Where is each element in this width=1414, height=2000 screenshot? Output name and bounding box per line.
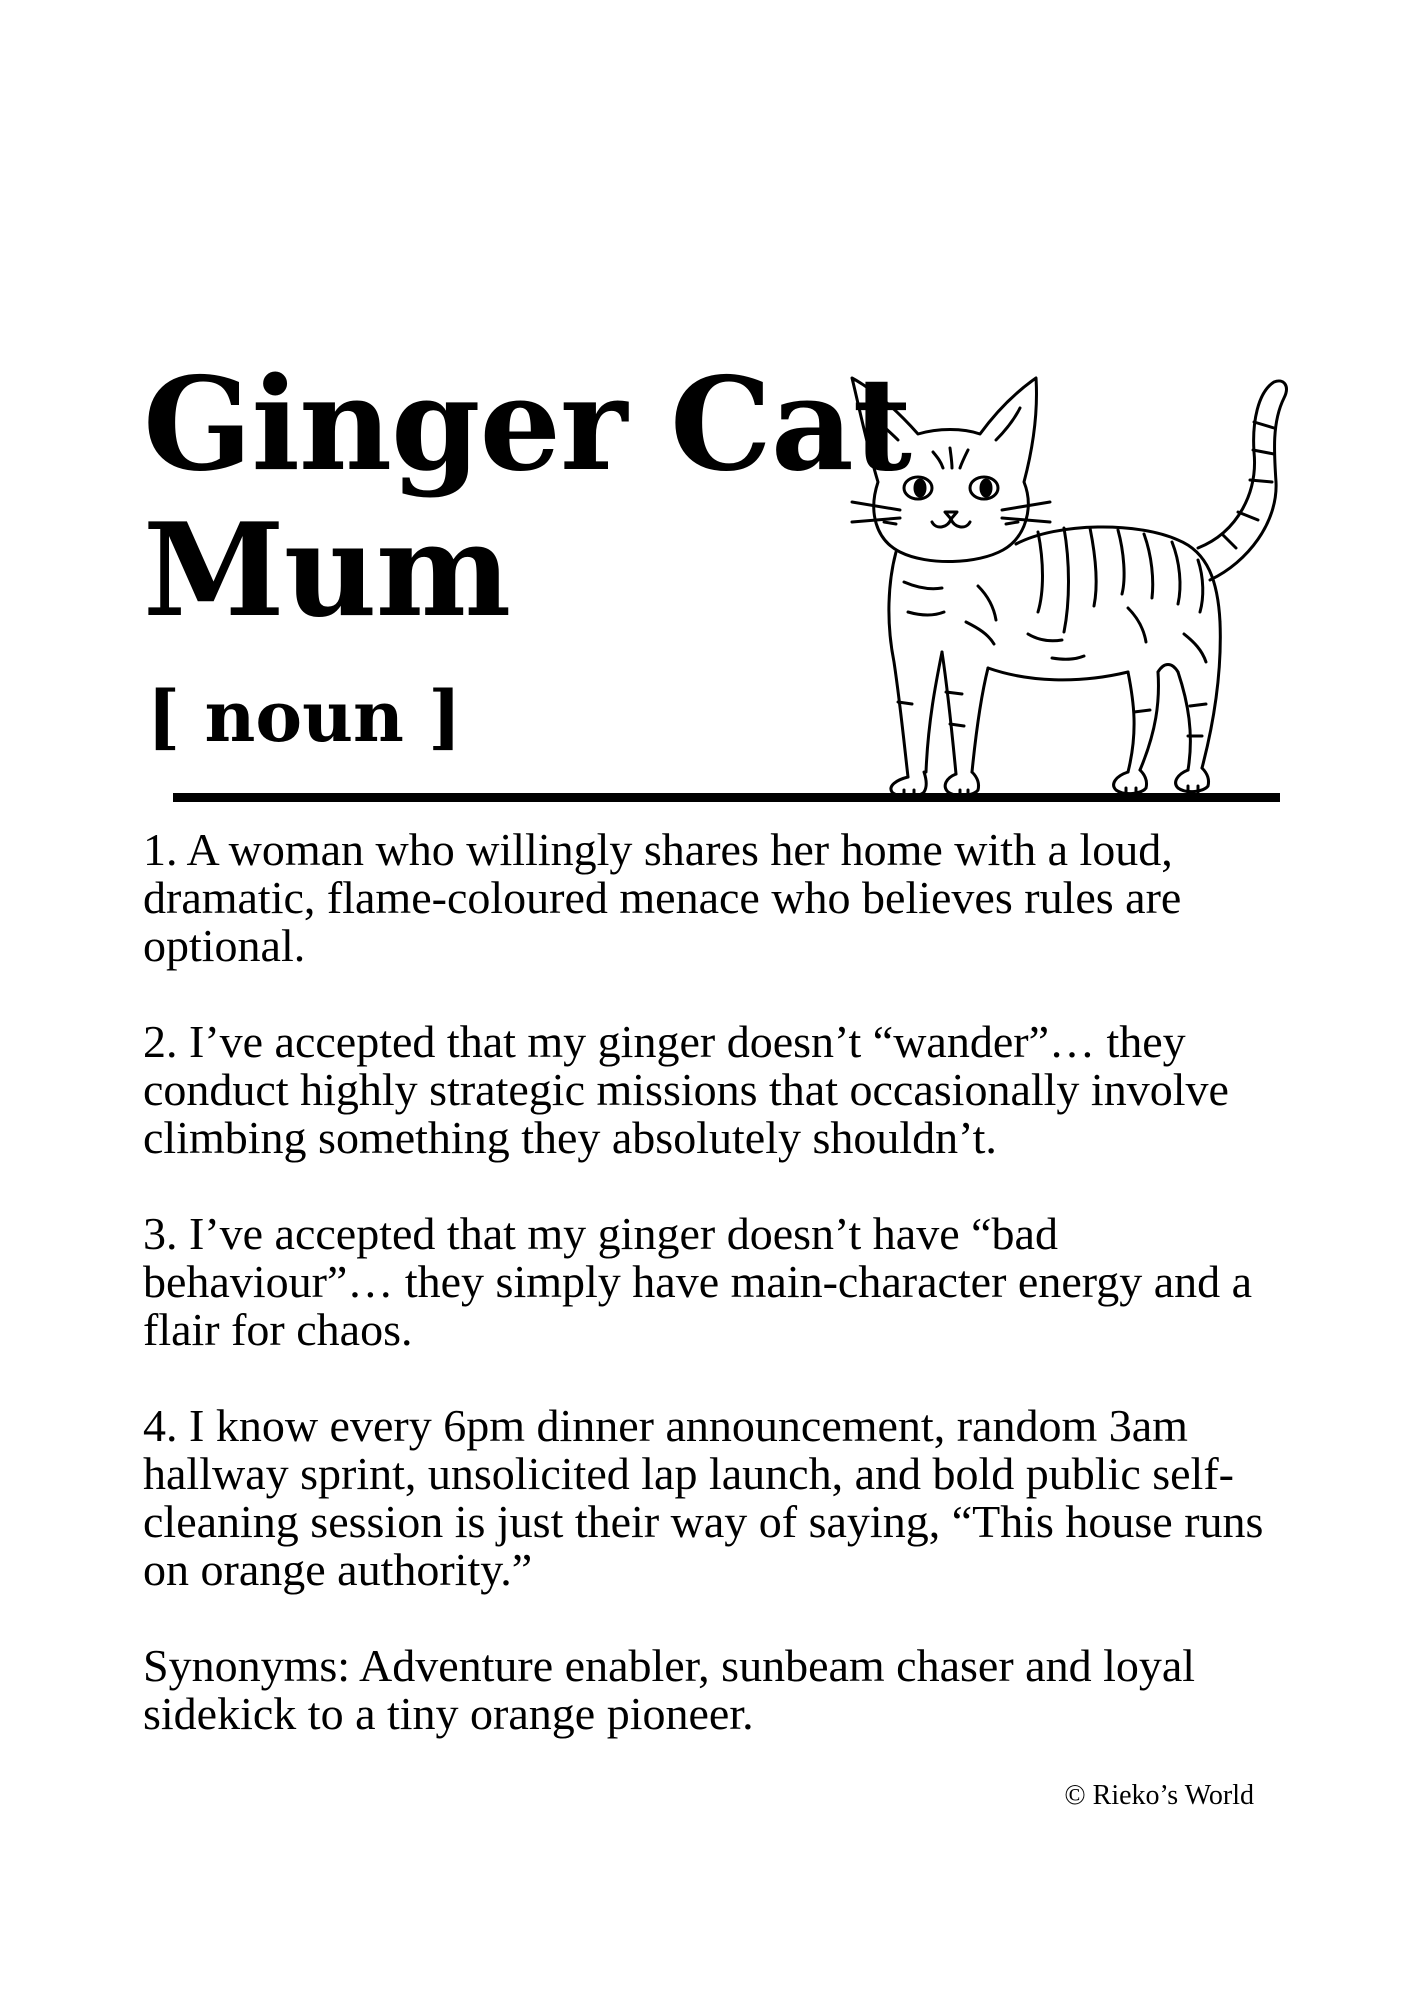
entry-title-line-1: Ginger Cat — [143, 350, 911, 500]
definition-2: 2. I’ve accepted that my ginger doesn’t “wander”… they conduct highly strategic missions that occasionally involve climbing something they absolutely shouldn’t. — [143, 1016, 1229, 1163]
copyright-notice: © Rieko’s World — [1064, 1780, 1254, 1811]
definition-1: 1. A woman who willingly shares her home with a loud, dramatic, flame-coloured menace who believes rules are optional. — [143, 824, 1182, 971]
synonyms: Synonyms: Adventure enabler, sunbeam chaser and loyal sidekick to a tiny orange pioneer. — [143, 1640, 1196, 1739]
definition-3: 3. I’ve accepted that my ginger doesn’t have “bad behaviour”… they simply have main-character energy and a flair for chaos. — [143, 1208, 1253, 1355]
entry-title-line-2: Mum — [143, 496, 511, 646]
definitions-list — [143, 826, 1293, 1738]
part-of-speech: [ noun ] — [147, 675, 462, 758]
definition-4: 4. I know every 6pm dinner announcement, random 3am hallway sprint, unsolicited lap launch, and bold public self-cleaning session is just their way of saying, “This house runs on orange authority.” — [143, 1400, 1264, 1595]
entry-title — [143, 352, 911, 644]
tabby-cat-line-drawing-icon — [838, 372, 1288, 800]
divider-line — [173, 793, 1280, 802]
